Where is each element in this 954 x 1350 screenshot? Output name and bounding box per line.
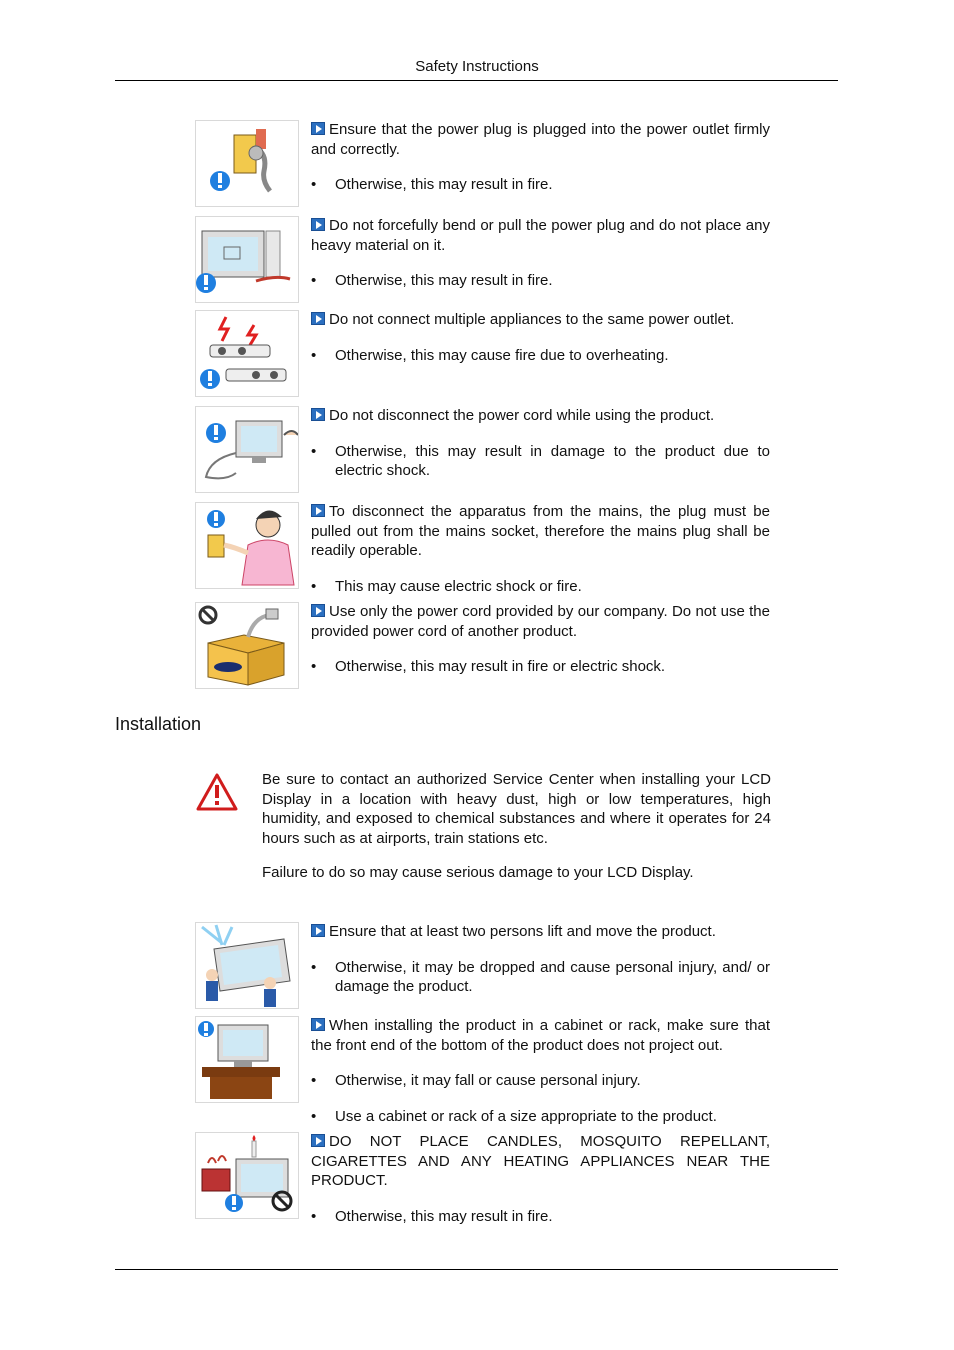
cabinet-monitor-icon (195, 1016, 299, 1103)
instruction-marker-icon (311, 218, 325, 231)
bent-cord-monitor-icon (195, 216, 299, 303)
candle-heater-monitor-icon (195, 1132, 299, 1219)
instruction-marker-icon (311, 1134, 325, 1147)
section-heading: Installation (115, 714, 202, 734)
instruction-text: Do not forcefully bend or pull the power plug and do not place any heavy material on it. (311, 217, 770, 254)
caution-consequence: Failure to do so may cause serious damage to your LCD Display. (262, 864, 694, 881)
header-rule (115, 80, 838, 81)
instruction-marker-icon (311, 408, 325, 421)
bullet-text: Use a cabinet or rack of a size appropriate to the product. (335, 1107, 717, 1125)
caution-text: Be sure to contact an authorized Service Center when installing your LCD Display in a location with heavy dust, high or low temperatures, high humidity, and exposed to chemical substances and where it operates for 24 hours such as at airports, train stations etc. (262, 771, 771, 847)
instruction-text: Use only the power cord provided by our company. Do not use the provided power cord of another product. (311, 603, 770, 640)
bullet-text: Otherwise, this may result in damage to the product due to electric shock. (335, 442, 770, 479)
instruction-marker-icon (311, 924, 325, 937)
bullet-text: This may cause electric shock or fire. (335, 577, 582, 595)
instruction-text: Do not connect multiple appliances to the same power outlet. (329, 311, 735, 328)
power-cord-box-icon (195, 602, 299, 689)
person-unplugging-icon (195, 502, 299, 589)
instruction-marker-icon (311, 1018, 325, 1031)
bullet-text: Otherwise, this may result in fire or electric shock. (335, 658, 666, 675)
instruction-text: Ensure that the power plug is plugged into the power outlet firmly and correctly. (311, 121, 770, 158)
bullet-text: Otherwise, it may fall or cause personal injury. (335, 1072, 641, 1089)
instruction-marker-icon (311, 312, 325, 325)
instruction-marker-icon (311, 122, 325, 135)
instruction-marker-icon (311, 604, 325, 617)
caution-triangle-icon (195, 772, 239, 816)
multi-outlet-overload-icon (195, 310, 299, 397)
page-header: Safety Instructions (415, 58, 539, 75)
instruction-text: When installing the product in a cabinet or rack, make sure that the front end of the bottom of the product does not project out. (311, 1017, 770, 1054)
bullet-text: Otherwise, it may be dropped and cause personal injury, and/ or damage the product. (335, 958, 770, 995)
power-plug-outlet-icon (195, 120, 299, 207)
instruction-marker-icon (311, 504, 325, 517)
instruction-text: To disconnect the apparatus from the mains, the plug must be pulled out from the mains socket, therefore the mains plug shall be readily operable. (311, 503, 770, 559)
disconnect-cord-monitor-icon (195, 406, 299, 493)
bullet-text: Otherwise, this may cause fire due to overheating. (335, 346, 669, 364)
footer-rule (115, 1269, 838, 1270)
instruction-text: Do not disconnect the power cord while using the product. (329, 407, 715, 424)
instruction-text: DO NOT PLACE CANDLES, MOSQUITO REPELLANT, CIGARETTES AND ANY HEATING APPLIANCES NEAR THE PRODUCT. (311, 1133, 770, 1189)
instruction-text: Ensure that at least two persons lift and move the product. (329, 923, 716, 940)
bullet-text: Otherwise, this may result in fire. (335, 176, 553, 193)
two-persons-lifting-icon (195, 922, 299, 1009)
bullet-text: Otherwise, this may result in fire. (335, 272, 553, 289)
bullet-text: Otherwise, this may result in fire. (335, 1207, 553, 1225)
